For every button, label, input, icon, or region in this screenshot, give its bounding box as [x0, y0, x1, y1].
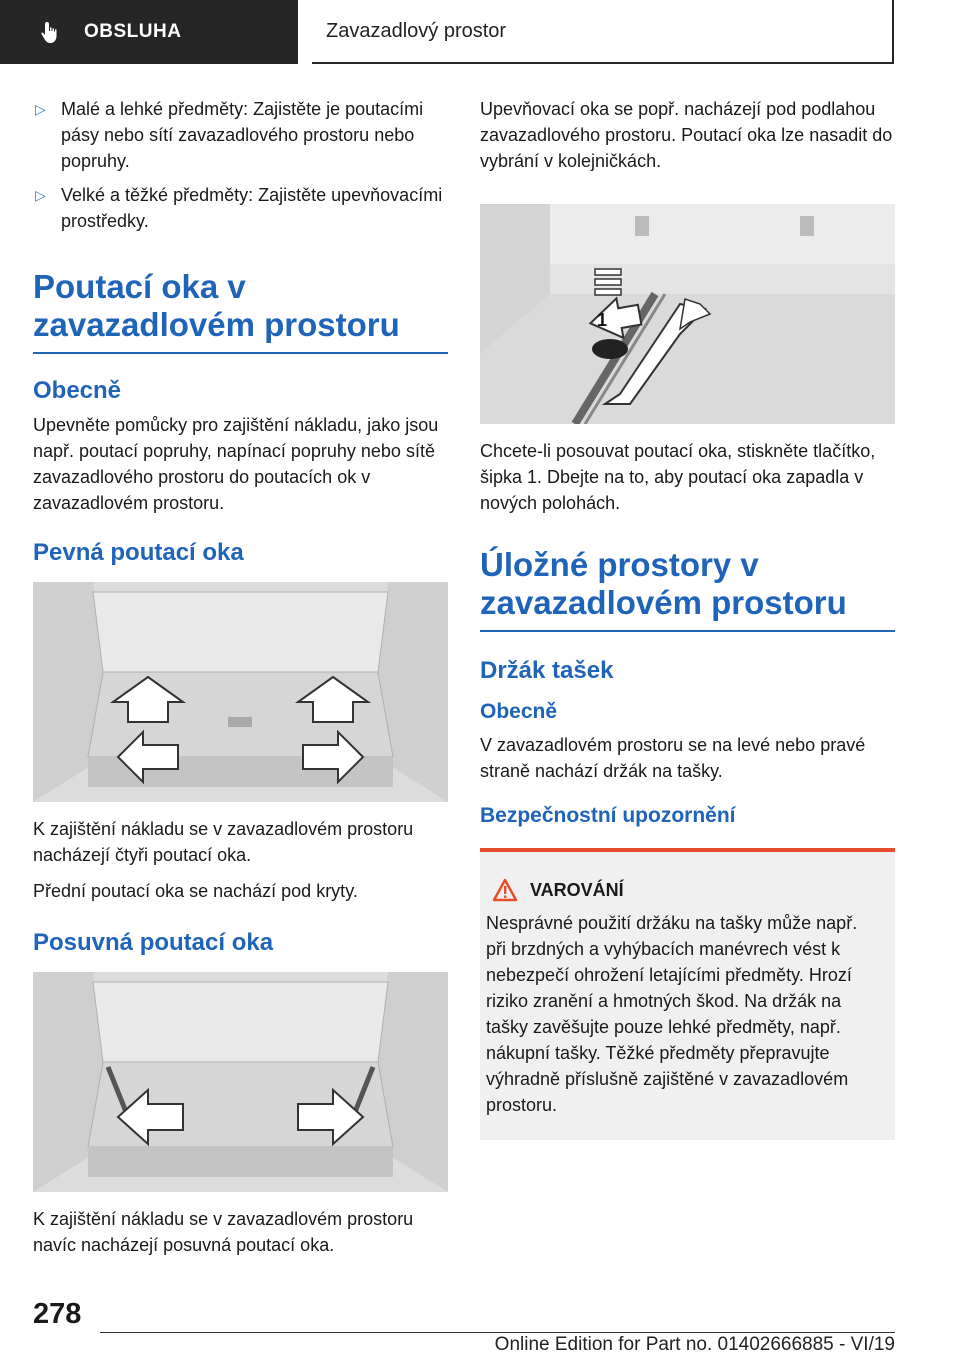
subheading: Bezpečnostní upozornění: [480, 804, 736, 827]
paragraph: Upevňovací oka se popř. nacházejí pod podlahou zavazadlového prostoru. Poutací oka lze nasadit do vybrání v kolejničkách.: [480, 99, 893, 171]
subheading: Obecně: [33, 377, 122, 404]
section-heading: Úložné prostory v zavazadlovém prostoru: [480, 546, 895, 632]
edition-text: Online Edition for Part no. 01402666885 - VI/19: [494, 1334, 895, 1355]
chapter-title: [312, 0, 894, 64]
subheading: Držák tašek: [480, 657, 614, 684]
paragraph: Upevněte pomůcky pro zajištění nákladu, jako jsou např. poutací popruhy, napínací popruhy nebo sítě zavazadlového prostoru do poutacích ok v zavazadlovém prostoru.: [33, 415, 439, 513]
section-label: OBSLUHA: [84, 21, 182, 42]
callout-number: 1: [597, 310, 608, 330]
subheading: Obecně: [480, 700, 558, 723]
paragraph: V zavazadlovém prostoru se na levé nebo pravé straně nachází držák na tašky.: [480, 735, 866, 781]
photo-fixed-lashing-eyes: [33, 582, 448, 802]
chapter-title-text: Zavazadlový prostor: [326, 19, 507, 42]
page-number: 278: [33, 1298, 82, 1330]
subheading: Posuvná poutací oka: [33, 929, 274, 956]
footer-divider: [100, 1332, 895, 1333]
warning-triangle-icon: [492, 878, 518, 902]
paragraph: Přední poutací oka se nachází pod kryty.: [33, 881, 358, 901]
warning-label: VAROVÁNÍ: [530, 879, 624, 900]
warning-box: [480, 848, 895, 1140]
triangle-bullet-icon: ▷: [35, 101, 46, 117]
triangle-bullet-icon: ▷: [35, 187, 46, 203]
warning-heading: [492, 878, 881, 902]
figure-caption: K zajištění nákladu se v zavazadlovém prostoru nacházejí čtyři poutací oka.: [33, 819, 414, 865]
bullet-item: ▷ Malé a lehké předměty: Zajistěte je poutacími pásy nebo sítí zavazadlového prostoru nebo popruhy.: [33, 96, 448, 174]
right-column: [480, 96, 895, 1140]
figure-caption: K zajištění nákladu se v zavazadlovém prostoru navíc nacházejí posuvná poutací oka.: [33, 1209, 414, 1255]
figure-caption: Chcete-li posouvat poutací oka, stiskněte tlačítko, šipka 1. Dbejte na to, aby poutací oka zapadla v nových polohách.: [480, 441, 876, 513]
section-heading: Poutací oka v zavazadlovém prostoru: [33, 268, 448, 354]
photo-sliding-lashing-eyes: [33, 972, 448, 1192]
hand-icon: [38, 19, 64, 45]
section-tab: [0, 0, 298, 64]
bullet-item: ▷ Velké a těžké předměty: Zajistěte upevňovacími prostředky.: [33, 182, 448, 234]
photo-lashing-rail: [480, 204, 895, 424]
warning-text: Nesprávné použití držáku na tašky může např. při brzdných a vyhýbacích manévrech vést k nebezpečí ohrožení letajícími předměty. Hrozí riziko zranění a hmotných škod. Na držák na tašky zavěšujte pouze lehké předměty, např. nákupní tašky. Těžké předměty přepravujte výhradně příslušně zajištěné v zavazadlovém prostoru.: [486, 913, 858, 1115]
subheading: Pevná poutací oka: [33, 539, 244, 566]
left-column: [33, 96, 448, 1258]
